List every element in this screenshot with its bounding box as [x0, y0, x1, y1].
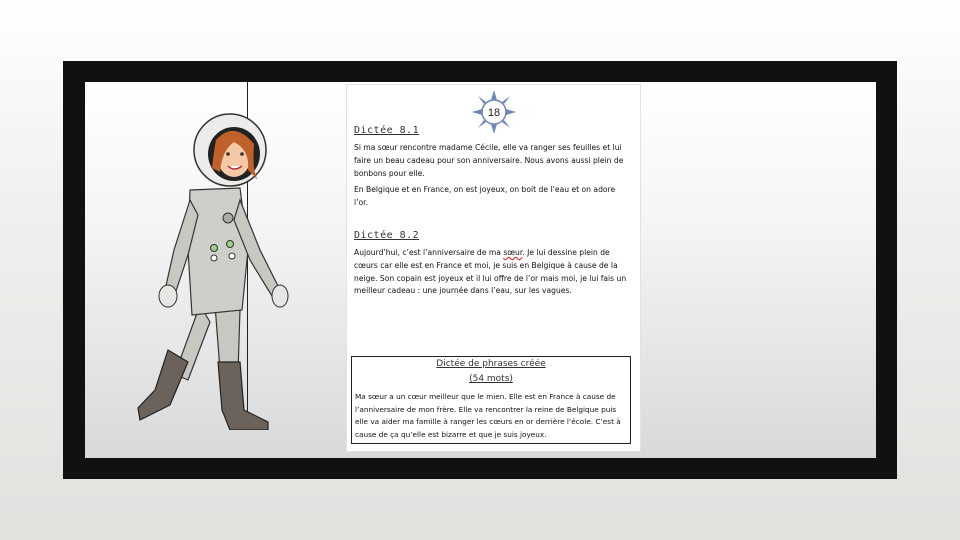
sun-logo-icon: [472, 90, 516, 134]
dictee-1-paragraph-2: En Belgique et en France, on est joyeux, on boit de l’eau et on adore l’or.: [354, 185, 616, 207]
box-text: Ma sœur a un cœur meilleur que le mien. Elle est en France à cause de l’anniversaire de mon frère. Elle va rencontrer la reine de Belgique puis elle va aider ma famille à ranger les cœurs en or derrière l’école. C’est à cause de ça qu’elle est bizarre et que je suis joyeux.: [355, 392, 621, 439]
dictee-2-text-after: . Je lui dessine plein de cœurs car elle est en France et moi, je suis en Belgique à cause de la neige. Son copain est joyeux et il lui offre de l’or mais moi, je lui fais un meilleur cadeau : une journée dans l’eau, sur les vagues.: [354, 248, 627, 296]
box-title: Dictée de phrases créée: [436, 359, 546, 369]
created-dictation-box: [351, 356, 631, 444]
spelling-error-word: sœur: [503, 248, 523, 257]
box-subtitle: (54 mots): [469, 374, 513, 384]
logo-number: 18: [487, 107, 501, 119]
dictee-1-paragraph-1: Si ma sœur rencontre madame Cécile, elle va ranger ses feuilles et lui faire un beau cadeau pour son anniversaire. Nous avons aussi plein de bonbons pour elle.: [354, 143, 624, 178]
dictee-2-paragraph: [354, 247, 630, 298]
astronaut-illustration: [130, 110, 305, 430]
dictee-1-title: Dictée 8.1: [354, 125, 420, 136]
dictee-2-title: Dictée 8.2: [354, 230, 420, 241]
dictee-2-text-before: Aujourd’hui, c’est l’anniversaire de ma: [354, 248, 504, 257]
